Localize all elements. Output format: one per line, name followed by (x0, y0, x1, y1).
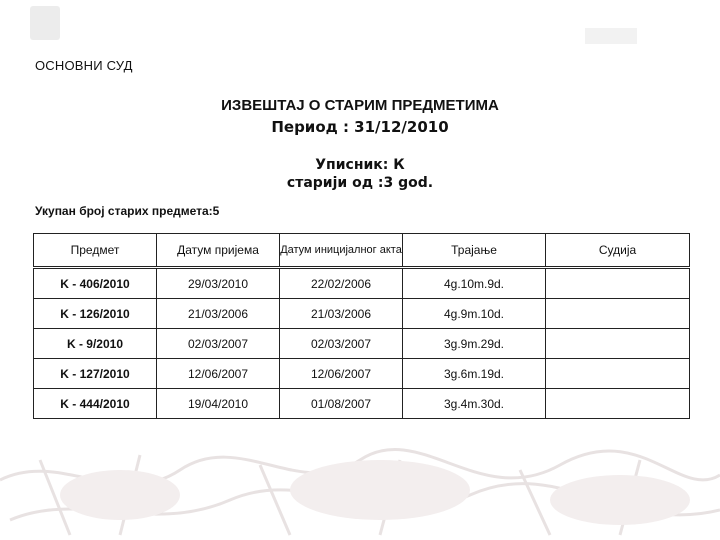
cell-case: K - 406/2010 (34, 268, 157, 299)
cell-judge (546, 299, 690, 329)
cell-duration: 3g.4m.30d. (403, 389, 546, 419)
table-row (34, 389, 690, 419)
cell-duration: 4g.9m.10d. (403, 299, 546, 329)
report-period: Период : 31/12/2010 (271, 118, 449, 136)
cell-case: K - 9/2010 (34, 329, 157, 359)
total-old-cases: Укупан број старих предмета:5 (35, 204, 220, 218)
header-case: Предмет (34, 234, 157, 268)
cell-initial-act-date: 22/02/2006 (280, 268, 403, 299)
cell-judge (546, 268, 690, 299)
cell-duration: 4g.10m.9d. (403, 268, 546, 299)
cell-duration: 3g.6m.19d. (403, 359, 546, 389)
cell-judge (546, 389, 690, 419)
report-title: ИЗВЕШТАЈ О СТАРИМ ПРЕДМЕТИМА (221, 97, 499, 114)
cell-received-date: 29/03/2010 (157, 268, 280, 299)
cell-received-date: 21/03/2006 (157, 299, 280, 329)
header-judge: Судија (546, 234, 690, 268)
older-than-label: старији од :3 god. (286, 175, 434, 191)
watermark-emblem-bottom (0, 440, 720, 540)
cell-case: K - 127/2010 (34, 359, 157, 389)
cell-case: K - 126/2010 (34, 299, 157, 329)
cell-case: K - 444/2010 (34, 389, 157, 419)
cell-initial-act-date: 12/06/2007 (280, 359, 403, 389)
table-row (34, 359, 690, 389)
court-name: ОСНОВНИ СУД (35, 58, 133, 73)
cell-received-date: 12/06/2007 (157, 359, 280, 389)
cell-initial-act-date: 02/03/2007 (280, 329, 403, 359)
header-duration: Трајање (403, 234, 546, 268)
cell-received-date: 19/04/2010 (157, 389, 280, 419)
cell-judge (546, 329, 690, 359)
table-row (34, 329, 690, 359)
cell-judge (546, 359, 690, 389)
table-row (34, 299, 690, 329)
cell-initial-act-date: 01/08/2007 (280, 389, 403, 419)
cell-initial-act-date: 21/03/2006 (280, 299, 403, 329)
header-received-date: Датум пријема (157, 234, 280, 268)
table-row (34, 268, 690, 299)
cell-duration: 3g.9m.29d. (403, 329, 546, 359)
cell-received-date: 02/03/2007 (157, 329, 280, 359)
header-initial-act-date: Датум иницијалног акта (280, 234, 403, 268)
registry-label: Уписник: К (315, 157, 405, 173)
old-cases-table (33, 233, 690, 419)
watermark-mark-top-right (585, 28, 637, 44)
watermark-emblem-top (30, 6, 60, 40)
table-header-row (34, 234, 690, 268)
